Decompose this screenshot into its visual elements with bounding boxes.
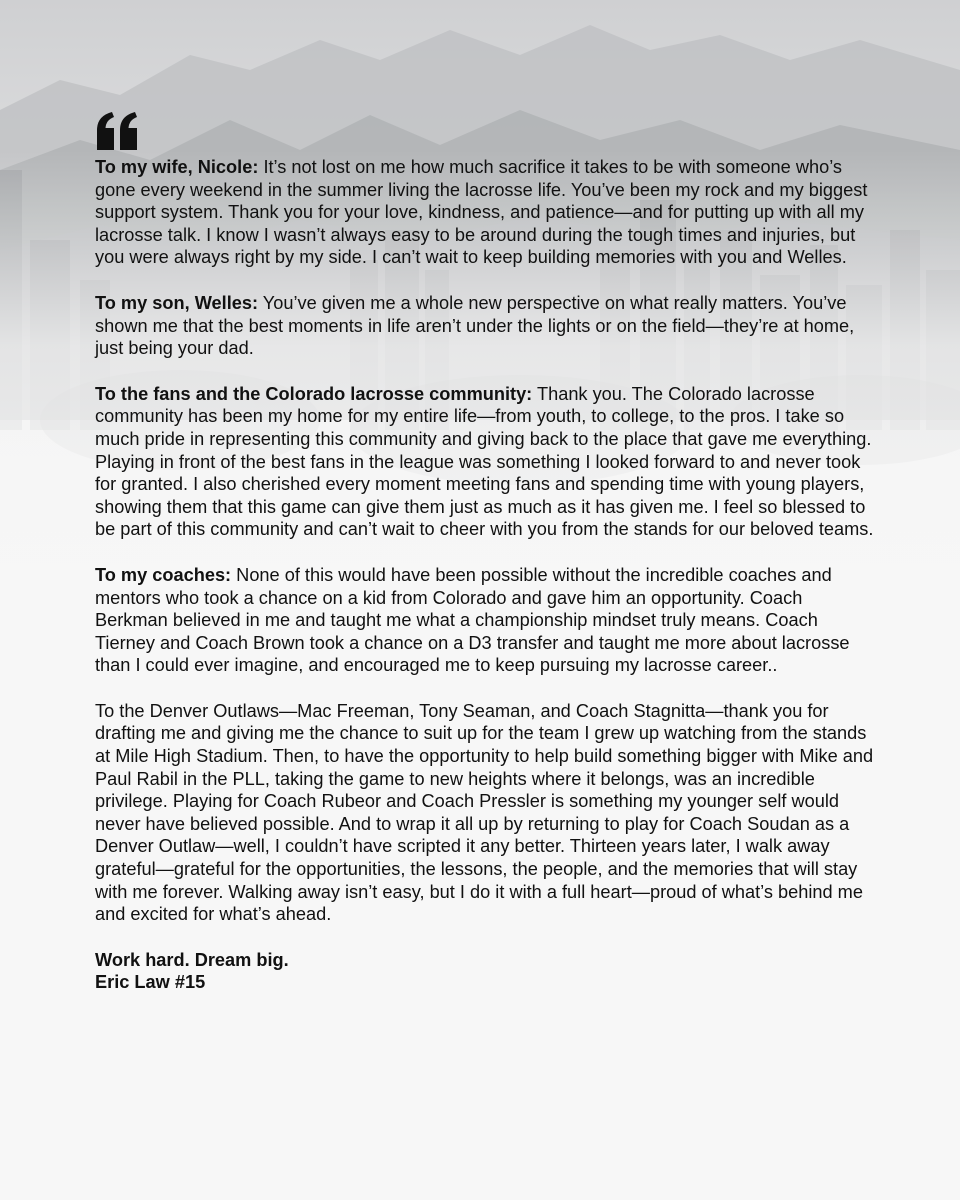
paragraph-text: None of this would have been possible without the incredible coaches and mentors who took a chance on a kid from Colorado and gave him an opportunity. Coach Berkman believed in me and taught me what a championship mindset truly means. Coach Tierney and Coach Brown took a chance on a D3 transfer and taught me more about lacrosse than I could ever imagine, and encouraged me to keep pursuing my lacrosse career..: [95, 564, 850, 676]
paragraph-coaches: [95, 564, 875, 677]
paragraph-outlaws: [95, 700, 875, 926]
letter-body: [95, 110, 875, 994]
paragraph-text: Thank you. The Colorado lacrosse community has been my home for my entire life—from youth, to college, to the pros. I take so much pride in representing this community and giving back to the place that gave me everything. Playing in front of the best fans in the league was something I looked forward to and never took for granted. I also cherished every moment meeting fans and spending time with young players, showing them that this game can give them just as much as it has given me. I feel so blessed to be part of this community and can’t wait to cheer with you from the stands for our beloved teams.: [95, 383, 874, 540]
closing-motto: Work hard. Dream big.: [95, 949, 289, 970]
paragraph-text: You’ve given me a whole new perspective on what really matters. You’ve shown me that the best moments in life aren’t under the lights or on the field—they’re at home, just being your dad.: [95, 292, 855, 359]
paragraph-text: To the Denver Outlaws—Mac Freeman, Tony Seaman, and Coach Stagnitta—thank you for drafting me and giving me the chance to suit up for the team I grew up watching from the stands at Mile High Stadium. Then, to have the opportunity to help build something bigger with Mike and Paul Rabil in the PLL, taking the game to new heights where it belongs, was an incredible privilege. Playing for Coach Rubeor and Coach Pressler is something my younger self would never have believed possible. And to wrap it all up by returning to play for Coach Soudan as a Denver Outlaw—well, I couldn’t have scripted it any better. Thirteen years later, I walk away grateful—grateful for the opportunities, the lessons, the people, and the memories that will stay with me forever. Walking away isn’t easy, but I do it with a full heart—proud of what’s behind me and excited for what’s ahead.: [95, 700, 874, 925]
paragraph-wife: [95, 156, 875, 269]
closing-signature: Eric Law #15: [95, 972, 206, 993]
paragraph-lead: To my wife, Nicole:: [95, 157, 259, 177]
quote-icon: [95, 110, 141, 152]
paragraph-son: [95, 292, 875, 360]
paragraph-text: It’s not lost on me how much sacrifice it takes to be with someone who’s gone every weekend in the summer living the lacrosse life. You’ve been my rock and my biggest support system. Thank you for your love, kindness, and patience—and for putting up with all my lacrosse talk. I know I wasn’t always easy to be around during the tough times and injuries, but you were always right by my side. I can’t wait to keep building memories with you and Welles.: [95, 157, 868, 268]
paragraph-fans: [95, 383, 875, 541]
paragraph-lead: To the fans and the Colorado lacrosse community:: [95, 383, 533, 404]
paragraph-lead: To my coaches:: [95, 564, 232, 585]
paragraph-lead: To my son, Welles:: [95, 292, 259, 313]
